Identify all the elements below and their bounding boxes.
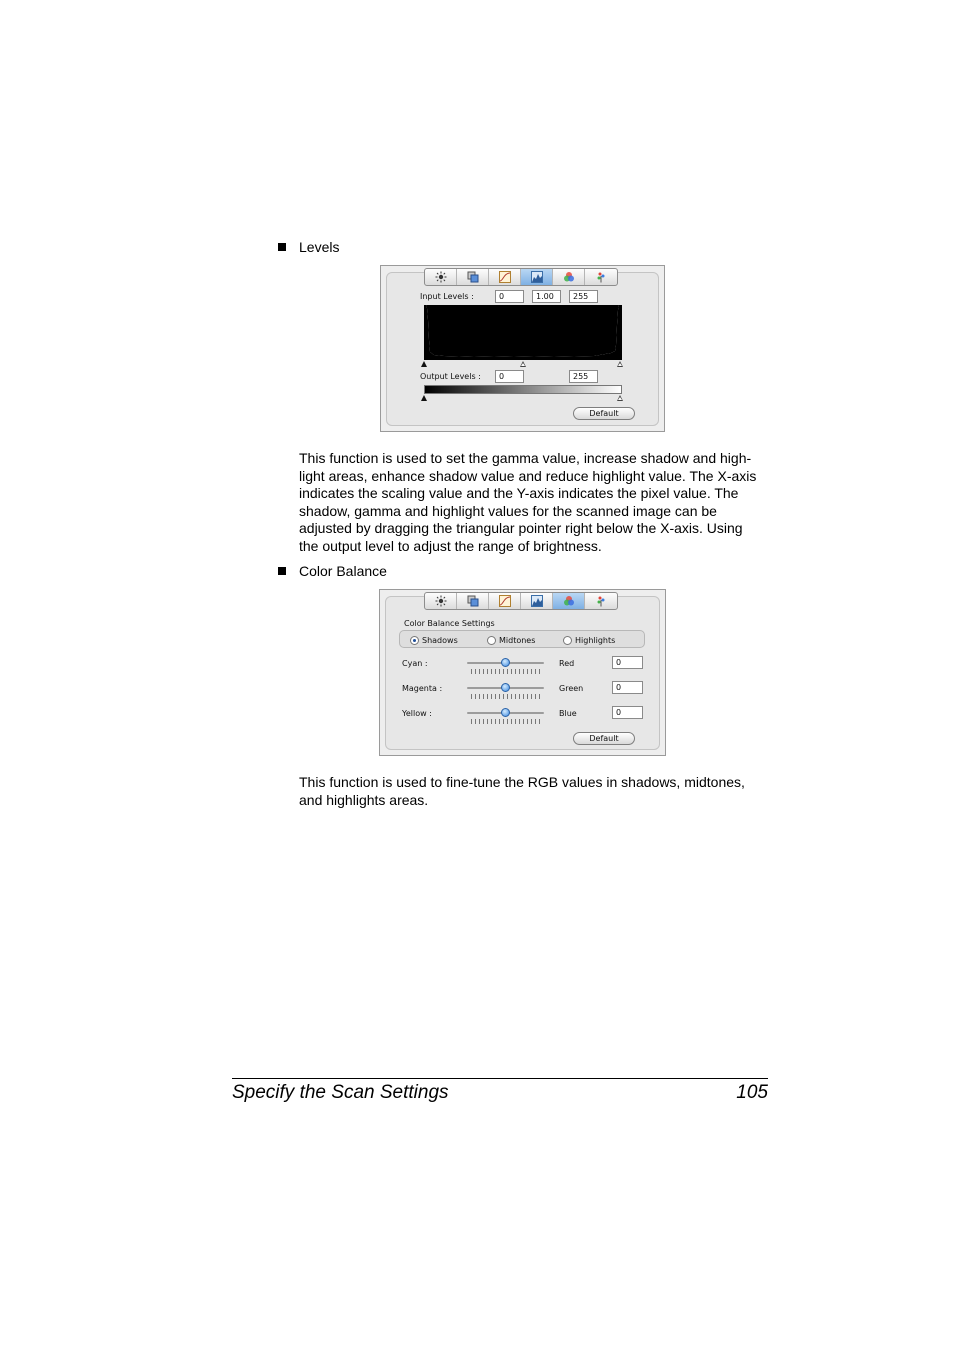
blue-value-field[interactable]: 0 (612, 706, 643, 719)
bullet-label: Levels (299, 239, 340, 255)
footer-page-number: 105 (736, 1082, 768, 1103)
tone-curve-icon (499, 271, 511, 283)
hue-saturation-icon (595, 271, 607, 283)
red-label: Red (559, 659, 575, 668)
tab-hue-saturation[interactable] (585, 269, 617, 285)
radio-highlights[interactable] (563, 636, 572, 645)
bullet-square-icon (278, 567, 286, 575)
input-gamma-pointer[interactable] (520, 361, 526, 367)
input-shadow-pointer[interactable] (421, 361, 427, 367)
input-highlight-field[interactable]: 255 (569, 290, 598, 303)
input-highlight-pointer[interactable] (617, 361, 623, 367)
tab-hue-saturation[interactable] (585, 593, 617, 609)
bullet-square-icon (278, 243, 286, 251)
radio-midtones[interactable] (487, 636, 496, 645)
slider-ticks (471, 719, 541, 724)
levels-default-button[interactable]: Default (573, 407, 635, 420)
levels-dialog (380, 265, 665, 432)
color-balance-toolbar (424, 592, 618, 610)
histogram-icon (531, 595, 543, 607)
tab-tone-curve[interactable] (489, 269, 521, 285)
tab-color-adjust[interactable] (457, 593, 489, 609)
tab-color-balance[interactable] (553, 269, 585, 285)
color-balance-dialog (379, 589, 666, 756)
paragraph-line: This function is used to set the gamma value, increase shadow and high- (299, 450, 752, 466)
magenta-label: Magenta : (402, 684, 443, 693)
output-highlight-pointer[interactable] (617, 395, 623, 401)
yellow-blue-slider-knob[interactable] (501, 708, 510, 717)
tab-color-balance[interactable] (553, 593, 585, 609)
histogram-graph (424, 305, 622, 360)
tab-histogram[interactable] (521, 593, 553, 609)
input-shadow-field[interactable]: 0 (495, 290, 524, 303)
output-highlight-field[interactable]: 255 (569, 370, 598, 383)
input-gamma-field[interactable]: 1.00 (532, 290, 561, 303)
green-label: Green (559, 684, 584, 693)
output-levels-label: Output Levels : (420, 372, 481, 381)
paragraph-line: This function is used to fine-tune the RGB values in shadows, midtones, (299, 774, 745, 790)
levels-description (299, 450, 769, 556)
cyan-label: Cyan : (402, 659, 428, 668)
tone-curve-icon (499, 595, 511, 607)
tab-tone-curve[interactable] (489, 593, 521, 609)
tab-brightness[interactable] (425, 593, 457, 609)
radio-label-midtones: Midtones (499, 636, 536, 645)
paragraph-line: shadow, gamma and highlight values for the scanned image can be (299, 502, 717, 519)
blue-label: Blue (559, 709, 577, 718)
paragraph-line: the output level to adjust the range of brightness. (299, 537, 602, 554)
levels-toolbar (424, 268, 618, 286)
histogram-icon (531, 271, 543, 283)
tab-color-adjust[interactable] (457, 269, 489, 285)
magenta-green-slider-knob[interactable] (501, 683, 510, 692)
cyan-red-slider-knob[interactable] (501, 658, 510, 667)
green-value-field[interactable]: 0 (612, 681, 643, 694)
radio-label-shadows: Shadows (422, 636, 458, 645)
tab-brightness[interactable] (425, 269, 457, 285)
slider-ticks (471, 669, 541, 674)
input-levels-label: Input Levels : (420, 292, 474, 301)
yellow-label: Yellow : (402, 709, 432, 718)
footer-rule (232, 1078, 768, 1079)
output-shadow-pointer[interactable] (421, 395, 427, 401)
group-title: Color Balance Settings (404, 619, 495, 628)
brightness-icon (435, 595, 447, 607)
hue-saturation-icon (595, 595, 607, 607)
output-shadow-field[interactable]: 0 (495, 370, 524, 383)
bullet-label: Color Balance (299, 563, 387, 579)
red-value-field[interactable]: 0 (612, 656, 643, 669)
tab-histogram[interactable] (521, 269, 553, 285)
paragraph-line: and highlights areas. (299, 791, 429, 808)
color-balance-icon (563, 595, 575, 607)
footer-section-title: Specify the Scan Settings (232, 1082, 449, 1103)
color-balance-default-button[interactable]: Default (573, 732, 635, 745)
output-gradient-bar (424, 385, 622, 394)
paragraph-line: adjusted by dragging the triangular pointer right below the X-axis. Using (299, 520, 743, 537)
color-adjust-icon (467, 271, 479, 283)
color-adjust-icon (467, 595, 479, 607)
paragraph-line: indicates the scaling value and the Y-axis indicates the pixel value. The (299, 485, 739, 502)
color-balance-description (299, 774, 769, 809)
radio-shadows[interactable] (410, 636, 419, 645)
slider-ticks (471, 694, 541, 699)
paragraph-line: light areas, enhance shadow value and reduce highlight value. The X-axis (299, 467, 757, 484)
color-balance-icon (563, 271, 575, 283)
brightness-icon (435, 271, 447, 283)
radio-label-highlights: Highlights (575, 636, 616, 645)
